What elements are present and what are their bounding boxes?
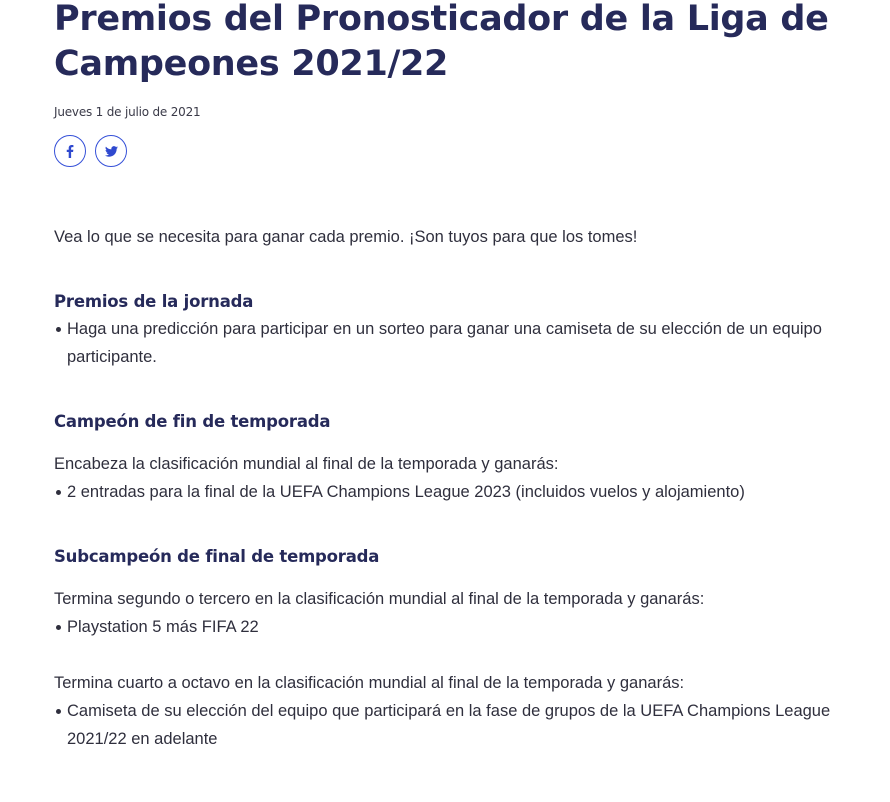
list-item: Haga una predicción para participar en un sorteo para ganar una camiseta de su elección de un equipo participante. xyxy=(67,315,844,371)
list-item: Playstation 5 más FIFA 22 xyxy=(67,613,844,641)
bullet-list xyxy=(54,613,844,641)
section-text: Termina segundo o tercero en la clasificación mundial al final de la temporada y ganarás: xyxy=(54,590,705,608)
facebook-icon xyxy=(66,145,74,158)
list-item: 2 entradas para la final de la UEFA Champions League 2023 (incluidos vuelos y alojamiento) xyxy=(67,478,844,506)
page-title: Premios del Pronosticador de la Liga de Campeones 2021/22 xyxy=(54,0,829,84)
section-heading: Premios de la jornada xyxy=(54,292,254,311)
bullet-list xyxy=(54,697,844,753)
section-season-champion xyxy=(54,409,844,506)
facebook-share-button[interactable] xyxy=(54,135,86,167)
section-matchday-prizes xyxy=(54,289,844,371)
intro-text: Vea lo que se necesita para ganar cada premio. ¡Son tuyos para que los tomes! xyxy=(54,228,638,246)
twitter-icon xyxy=(105,146,118,157)
twitter-share-button[interactable] xyxy=(95,135,127,167)
section-text: Encabeza la clasificación mundial al final de la temporada y ganarás: xyxy=(54,455,559,473)
section-season-runner-up xyxy=(54,544,844,753)
publish-date: Jueves 1 de julio de 2021 xyxy=(54,105,201,119)
share-buttons xyxy=(54,135,844,167)
list-item: Camiseta de su elección del equipo que participará en la fase de grupos de la UEFA Champions League 2021/22 en adelante xyxy=(67,697,844,753)
bullet-list xyxy=(54,315,844,371)
section-heading: Campeón de fin de temporada xyxy=(54,412,331,431)
section-text: Termina cuarto a octavo en la clasificación mundial al final de la temporada y ganarás: xyxy=(54,674,685,692)
section-heading: Subcampeón de final de temporada xyxy=(54,547,380,566)
bullet-list xyxy=(54,478,844,506)
